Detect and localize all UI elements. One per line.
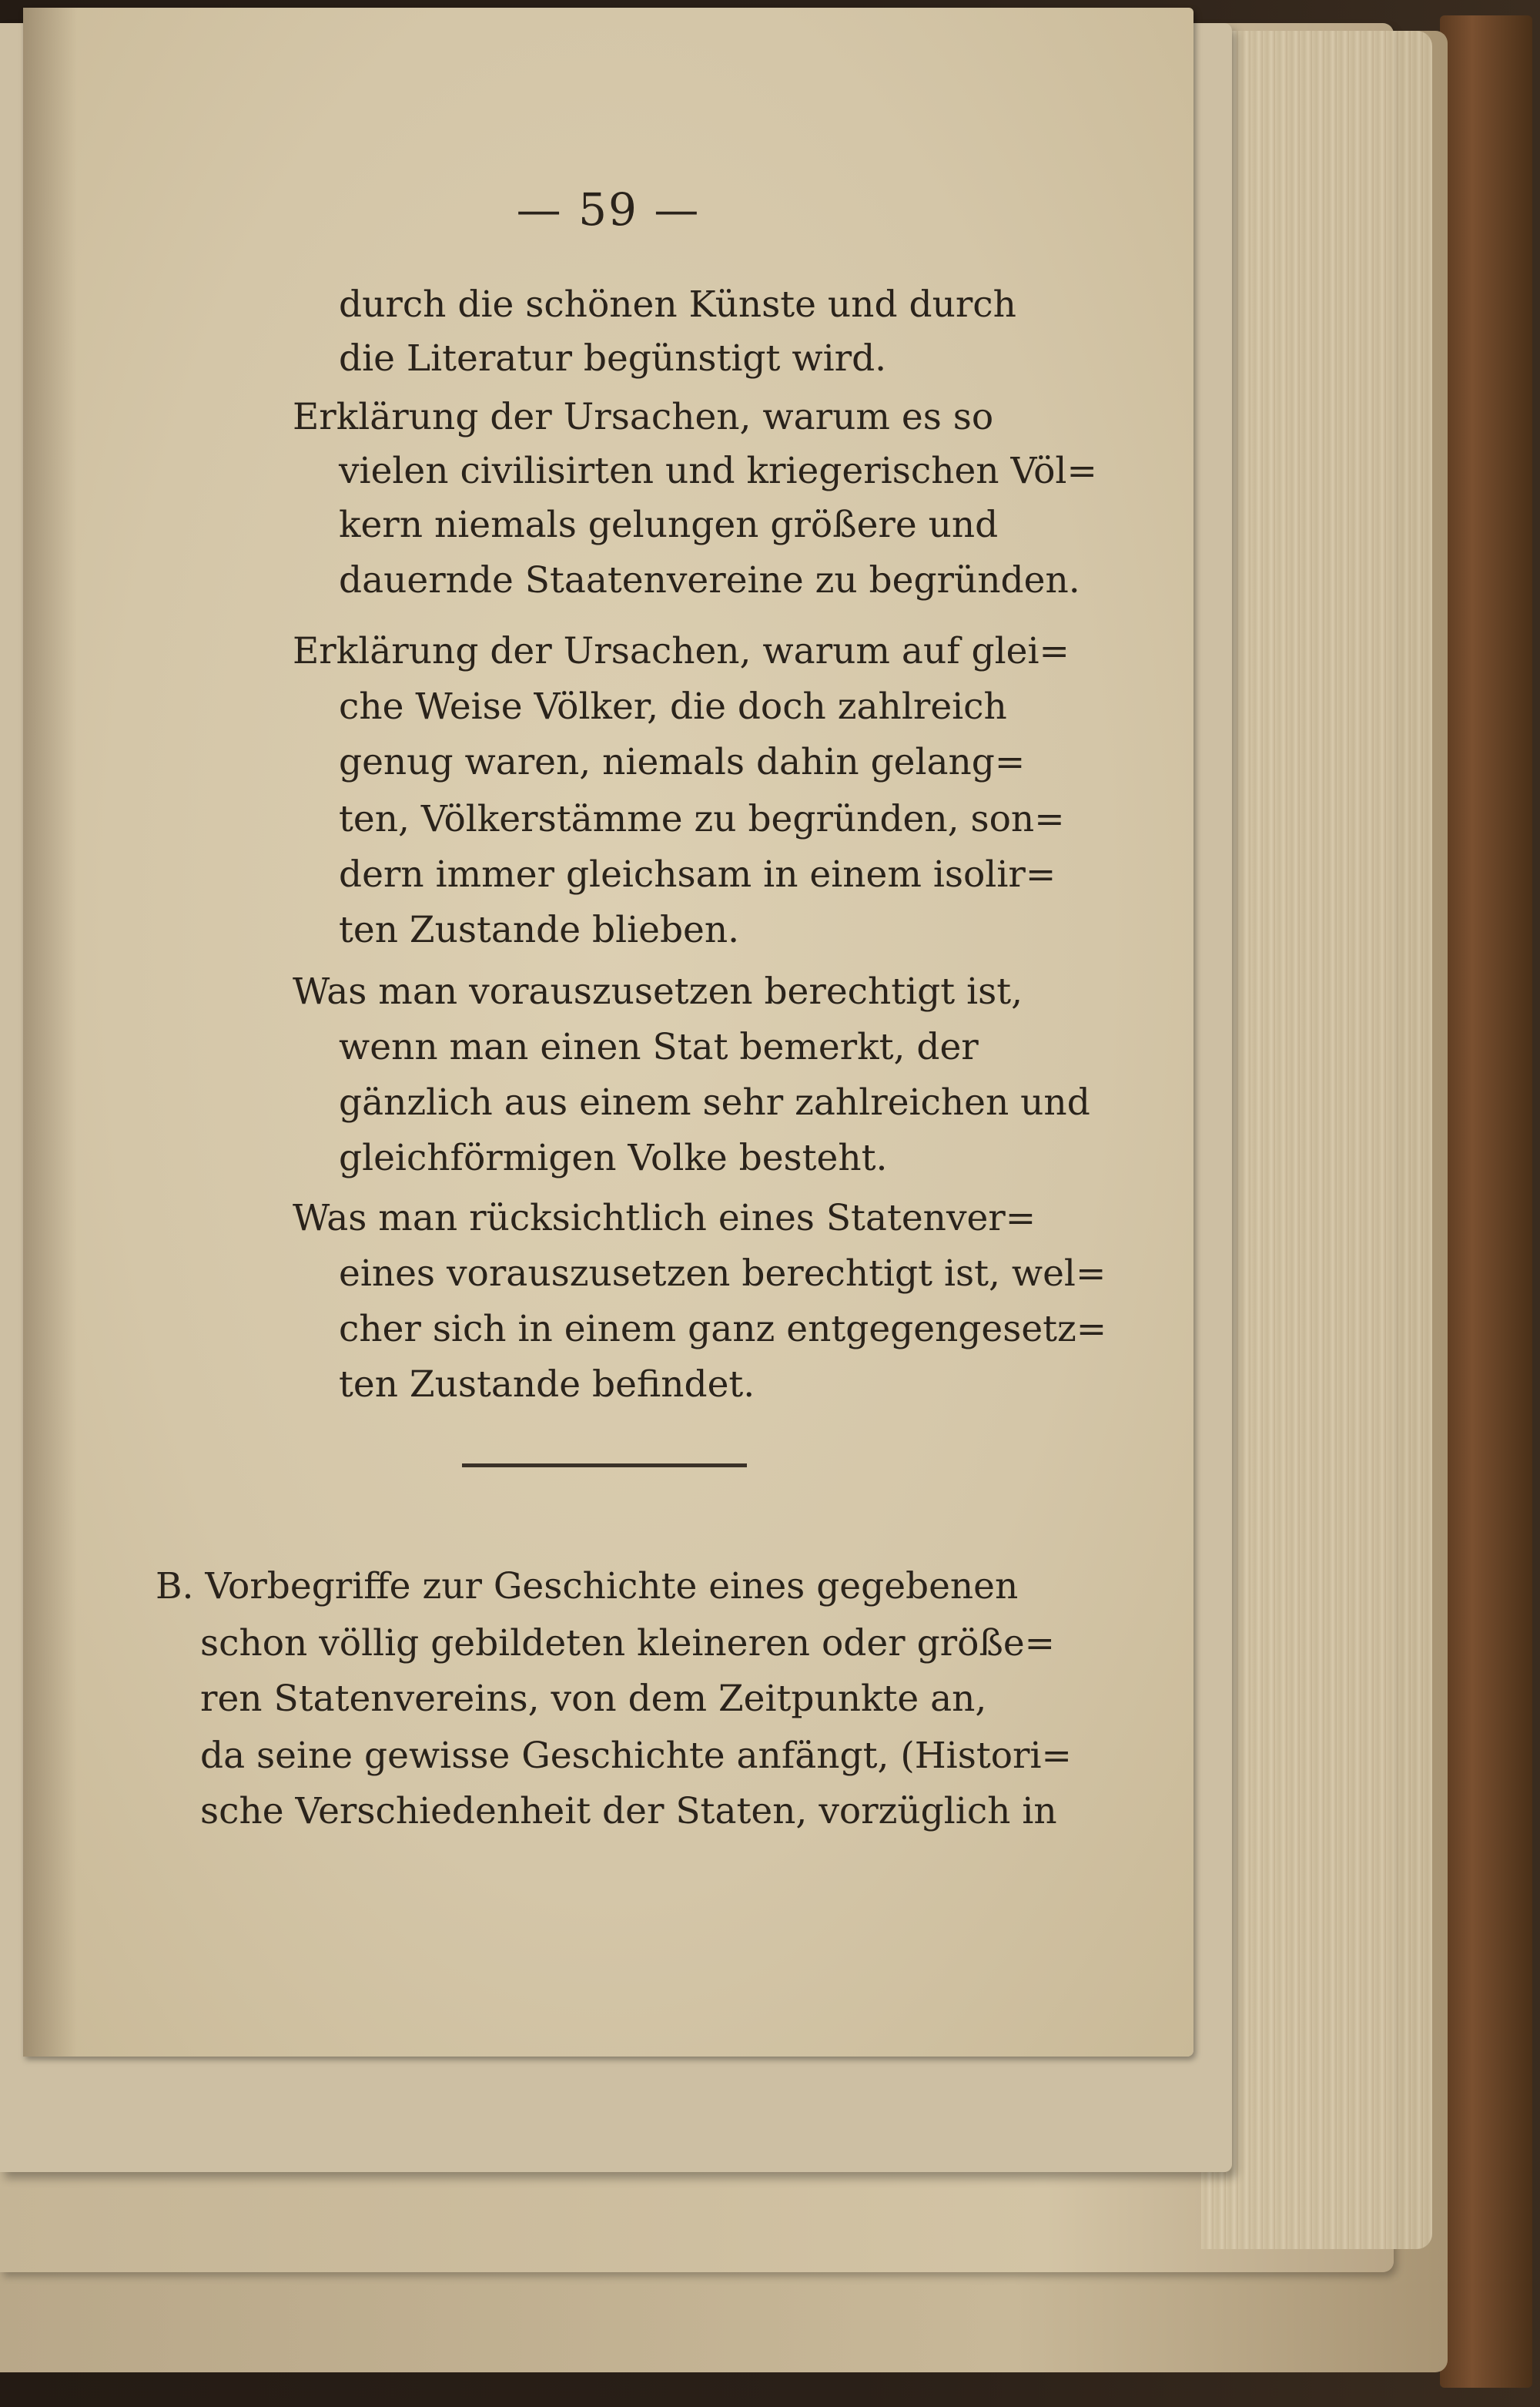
book-cover-edge bbox=[1440, 15, 1532, 2388]
text-line: ren Statenvereins, von dem Zeitpunkte an, bbox=[200, 1678, 987, 1720]
text-line: sche Verschiedenheit der Staten, vorzüglich in bbox=[200, 1790, 1057, 1832]
text-line: gleichförmigen Volke besteht. bbox=[339, 1137, 888, 1179]
text-line: da seine gewisse Geschichte anfängt, (Histori= bbox=[200, 1735, 1072, 1777]
text-line: dauernde Staatenvereine zu begründen. bbox=[339, 559, 1080, 602]
text-line: Was man rücksichtlich eines Statenver= bbox=[293, 1197, 1036, 1239]
text-line: cher sich in einem ganz entgegengesetz= bbox=[339, 1308, 1107, 1350]
text-line: dern immer gleichsam in einem isolir= bbox=[339, 853, 1056, 896]
text-line: che Weise Völker, die doch zahlreich bbox=[339, 686, 1007, 728]
book-page bbox=[23, 8, 1194, 2057]
page-number: — 59 — bbox=[516, 183, 701, 236]
text-line: gänzlich aus einem sehr zahlreichen und bbox=[339, 1081, 1090, 1124]
text-line: ten, Völkerstämme zu begründen, son= bbox=[339, 798, 1065, 840]
text-line: ten Zustande befindet. bbox=[339, 1363, 755, 1406]
text-line: Was man vorauszusetzen berechtigt ist, bbox=[293, 971, 1023, 1013]
text-line: Erklärung der Ursachen, warum auf glei= bbox=[293, 630, 1070, 672]
text-line: die Literatur begünstigt wird. bbox=[339, 337, 887, 380]
text-line: eines vorauszusetzen berechtigt ist, wel= bbox=[339, 1252, 1106, 1295]
text-line: vielen civilisirten und kriegerischen Völ= bbox=[339, 450, 1097, 492]
text-line: ten Zustande blieben. bbox=[339, 909, 740, 951]
section-divider bbox=[462, 1463, 747, 1467]
text-line: durch die schönen Künste und durch bbox=[339, 283, 1016, 326]
text-line: genug waren, niemals dahin gelang= bbox=[339, 741, 1026, 783]
text-line: B. Vorbegriffe zur Geschichte eines gegebenen bbox=[156, 1565, 1019, 1607]
text-line: Erklärung der Ursachen, warum es so bbox=[293, 396, 994, 438]
text-line: kern niemals gelungen größere und bbox=[339, 504, 999, 546]
text-line: wenn man einen Stat bemerkt, der bbox=[339, 1026, 979, 1068]
page-gutter-shadow bbox=[23, 8, 77, 2057]
page-edges bbox=[1201, 31, 1432, 2249]
text-line: schon völlig gebildeten kleineren oder größe= bbox=[200, 1622, 1056, 1664]
